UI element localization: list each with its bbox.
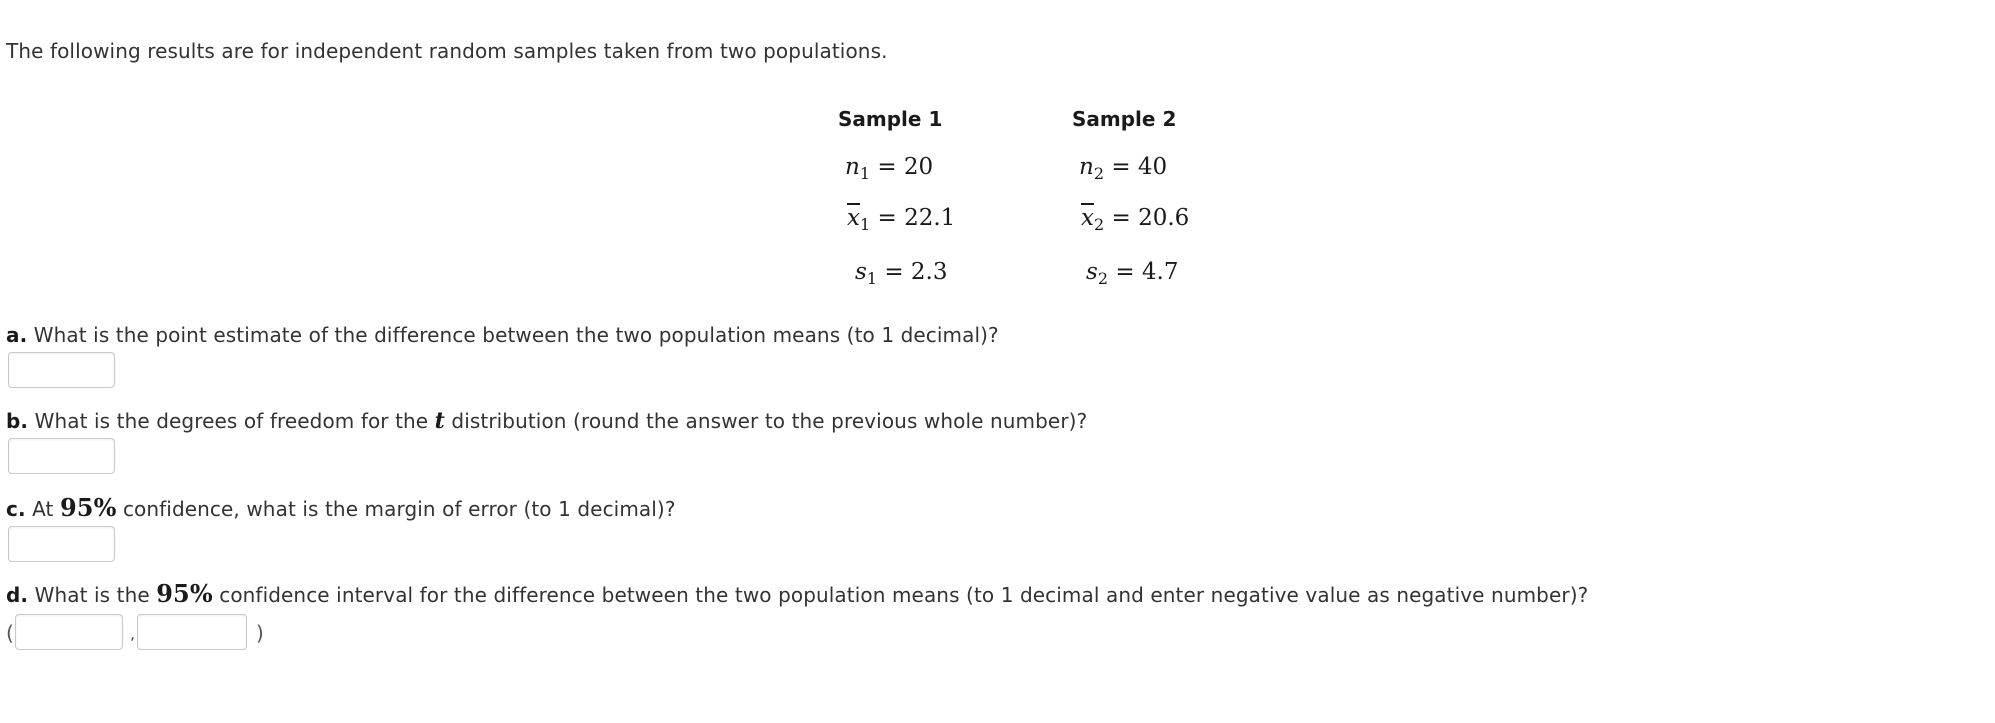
sample-1-sd: $s_1 = 2.3$ [855, 259, 948, 288]
interval-upper-input[interactable] [137, 614, 247, 650]
question-b: b. What is the degrees of freedom for the t distribution (round the answer to the previous whole number)? [6, 408, 1088, 434]
question-d: d. What is the 95% confidence interval for the difference between the two population means (to 1 decimal and enter negative value as negative number)? [6, 579, 1589, 608]
answer-a-input[interactable] [8, 352, 115, 388]
interval-close-paren: ) [256, 621, 264, 645]
answer-c-input[interactable] [8, 526, 115, 562]
sample-1-mean: $\overline{x}_1 = 22.1$ [847, 205, 956, 234]
interval-comma: , [130, 624, 136, 643]
question-c: c. At 95% confidence, what is the margin of error (to 1 decimal)? [6, 493, 676, 522]
sample-1-header: Sample 1 [838, 107, 943, 131]
intro-text: The following results are for independent random samples taken from two populations. [6, 39, 888, 63]
interval-lower-input[interactable] [15, 614, 123, 650]
sample-2-header: Sample 2 [1072, 107, 1177, 131]
question-a: a. What is the point estimate of the difference between the two population means (to 1 decimal)? [6, 323, 999, 347]
sample-2-mean: $\overline{x}_2 = 20.6$ [1081, 205, 1190, 234]
answer-b-input[interactable] [8, 438, 115, 474]
interval-open-paren: ( [6, 621, 14, 645]
sample-1-n: $n_1 = 20$ [845, 154, 934, 183]
sample-2-n: $n_2 = 40$ [1079, 154, 1168, 183]
sample-2-sd: $s_2 = 4.7$ [1086, 259, 1179, 288]
